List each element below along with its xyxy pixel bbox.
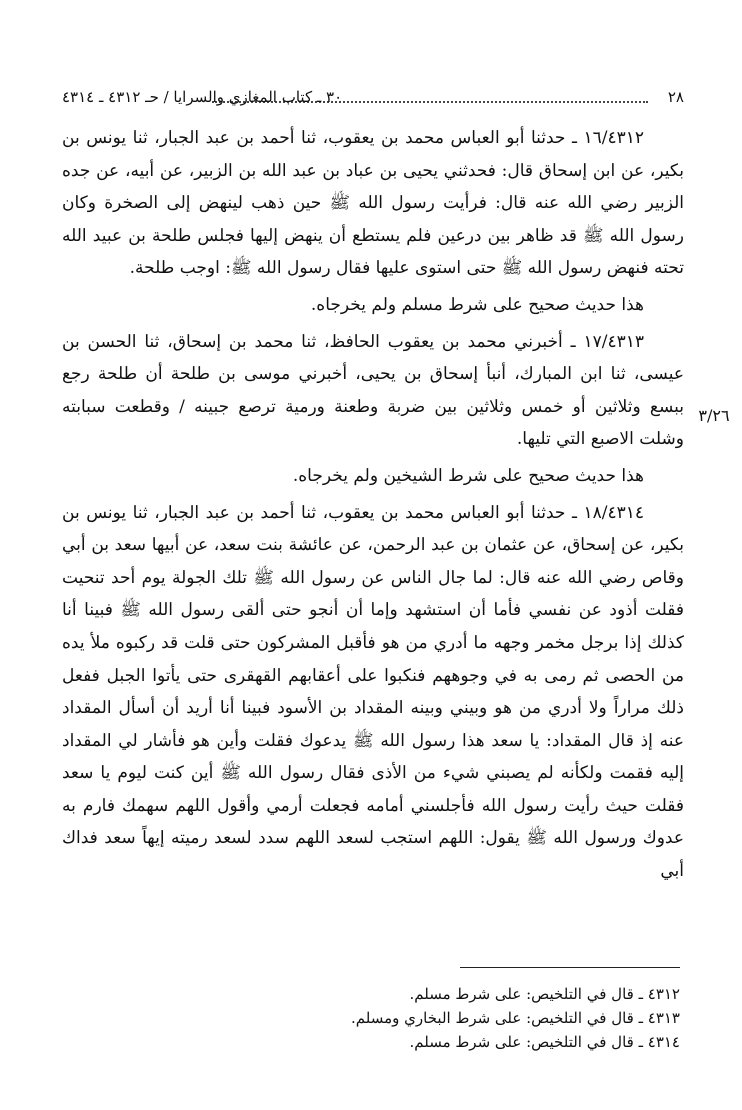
footnote-divider	[460, 967, 680, 968]
main-text	[62, 122, 684, 888]
running-title: ٣٠ ـ كتاب المغازي والسرايا / حـ ٤٣١٢ ـ ٤٣١٤	[62, 88, 343, 106]
page-number: ٢٨	[667, 88, 684, 106]
hadith-4313: ١٧/٤٣١٣ ـ أخبرني محمد بن يعقوب الحافظ، ثنا محمد بن إسحاق، ثنا الحسن بن عيسى، ثنا ابن المبارك، أنبأ إسحاق بن يحيى، أخبرني موسى بن طلحة أن طلحة رجع ببسع وثلاثين أو خمس وثلاثين بين ضربة وطعنة ورمية ترصع جبينه / وقطعت سبابته وشلت الاصبع التي تليها.	[62, 331, 684, 450]
footnote-4314: ٤٣١٤ ـ قال في التلخيص: على شرط مسلم.	[409, 1033, 680, 1051]
page-header	[62, 88, 684, 114]
footnotes	[180, 982, 680, 1054]
margin-note: ٣/٢٦	[698, 406, 730, 425]
footnote-4313: ٤٣١٣ ـ قال في التلخيص: على شرط البخاري ومسلم.	[351, 1009, 680, 1027]
hadith-4314: ١٨/٤٣١٤ ـ حدثنا أبو العباس محمد بن يعقوب، ثنا أحمد بن عبد الجبار، ثنا يونس بن بكير، عن إسحاق، عن عثمان بن عبد الرحمن، عن عائشة بنت سعد، عن أبيها سعد بن أبي وقاص رضي الله عنه قال: لما جال الناس عن رسول الله ﷺ تلك الجولة يوم أحد تنحيت فقلت أذود عن نفسي فأما أن استشهد وإما أن أنجو حتى ألقى رسول الله ﷺ فبينا أنا كذلك إذا برجل مخمر وجهه ما أدري من هو فأقبل المشركون حتى قلت قد ركبوه ملأ يده من الحصى ثم رمى به في وجوههم فنكبوا على أعقابهم القهقرى حتى يأتوا الجبل ففعل ذلك مراراً ولا أدري من هو وبيني وبينه المقداد بن الأسود فبينا أنا أريد أن أسأل المقداد عنه إذ قال المقداد: يا سعد هذا رسول الله ﷺ يدعوك فقلت وأين هو فأشار لي المقداد إليه فقمت ولكأنه لم يصبني شيء من الأذى فقال رسول الله ﷺ أين كنت ليوم يا سعد فقلت حيث رأيت رسول الله فأجلسني أمامه فجعلت أرمي وأقول اللهم سهمك فارم به عدوك ورسول الله ﷺ يقول: اللهم استجب لسعد اللهم سدد لسعد رميته إيهاً سعد فداك أبي	[62, 502, 684, 882]
hadith-4312: ١٦/٤٣١٢ ـ حدثنا أبو العباس محمد بن يعقوب، ثنا أحمد بن عبد الجبار، ثنا يونس بن بكير، عن ابن إسحاق قال: فحدثني يحيى بن عباد بن عبد الله بن الزبير، عن أبيه، عن جده الزبير رضي الله عنه قال: فرأيت رسول الله ﷺ حين ذهب لينهض إلى الصخرة وكان رسول الله ﷺ قد ظاهر بين درعين فلم يستطع أن ينهض إليها فجلس طلحة بن عبيد الله تحته فنهض رسول الله ﷺ حتى استوى عليها فقال رسول الله ﷺ: اوجب طلحة.	[62, 128, 684, 279]
footnote-4312: ٤٣١٢ ـ قال في التلخيص: على شرط مسلم.	[409, 985, 680, 1003]
grading-4312: هذا حديث صحيح على شرط مسلم ولم يخرجاه.	[310, 294, 644, 315]
grading-4313: هذا حديث صحيح على شرط الشيخين ولم يخرجاه.	[292, 465, 644, 486]
